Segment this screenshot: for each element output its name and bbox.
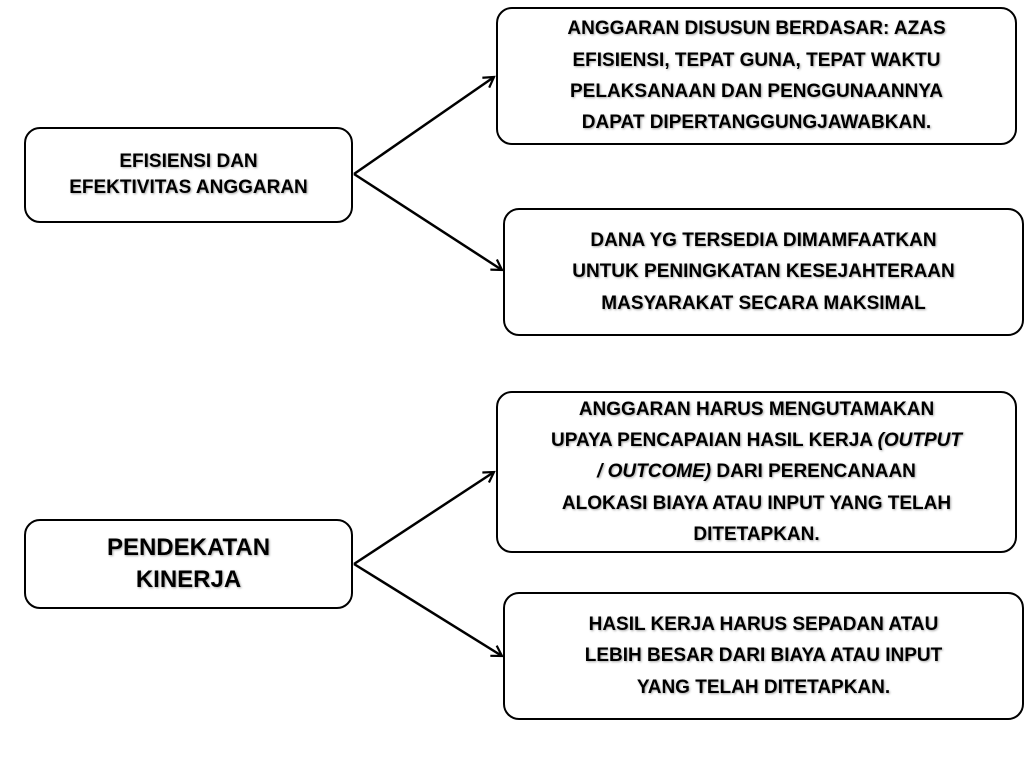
node-line-italic: (OUTPUT [877, 429, 963, 451]
node-line: HASIL KERJA HARUS SEPADAN ATAU [588, 613, 939, 635]
node-line: MASYARAKAT SECARA MAKSIMAL [601, 292, 926, 314]
node-line: PELAKSANAAN DAN PENGGUNAANNYA [570, 81, 943, 102]
node-line: EFISIENSI, TEPAT GUNA, TEPAT WAKTU [572, 49, 941, 71]
node-line [551, 425, 962, 456]
node-text [551, 394, 962, 551]
root-node-text [107, 532, 270, 597]
node-text [585, 609, 943, 703]
hasil-kerja-output-node [496, 391, 1017, 553]
hasil-kerja-sepadan-node [503, 592, 1024, 720]
node-line-plain: UPAYA PENCAPAIAN HASIL KERJA [550, 429, 878, 451]
root-node-line: EFEKTIVITAS ANGGARAN [69, 177, 308, 198]
node-text [572, 225, 954, 319]
node-line-italic: / OUTCOME) [597, 461, 712, 483]
node-line: UNTUK PENINGKATAN KESEJAHTERAAN [572, 261, 955, 283]
node-line: YANG TELAH DITETAPKAN. [636, 676, 891, 698]
node-line-plain: DARI PERENCANAAN [711, 461, 916, 483]
node-line: DITETAPKAN. [693, 524, 820, 546]
connector-arrow-1-bottom [354, 174, 502, 270]
node-line: ANGGARAN DISUSUN BERDASAR: AZAS [567, 18, 946, 40]
dana-kesejahteraan-node [503, 208, 1024, 336]
azas-efisiensi-node [496, 7, 1017, 145]
node-line: DAPAT DIPERTANGGUNGJAWABKAN. [581, 112, 932, 134]
node-text [567, 13, 945, 138]
root-node-line: PENDEKATAN [106, 533, 271, 561]
connector-arrow-1-top [354, 77, 494, 174]
pendekatan-kinerja-root-node [24, 519, 353, 609]
node-line: LEBIH BESAR DARI BIAYA ATAU INPUT [584, 645, 943, 667]
efisiensi-root-node [24, 127, 353, 223]
root-node-line: KINERJA [135, 566, 242, 593]
node-line: ALOKASI BIAYA ATAU INPUT YANG TELAH [561, 492, 952, 514]
root-node-text [69, 149, 308, 200]
root-node-line: EFISIENSI DAN [119, 151, 258, 173]
connector-arrow-2-top [354, 472, 494, 564]
connector-arrow-2-bottom [354, 564, 502, 656]
node-line: ANGGARAN HARUS MENGUTAMAKAN [578, 398, 935, 420]
node-line: DANA YG TERSEDIA DIMAMFAATKAN [590, 229, 937, 251]
node-line [551, 456, 962, 487]
